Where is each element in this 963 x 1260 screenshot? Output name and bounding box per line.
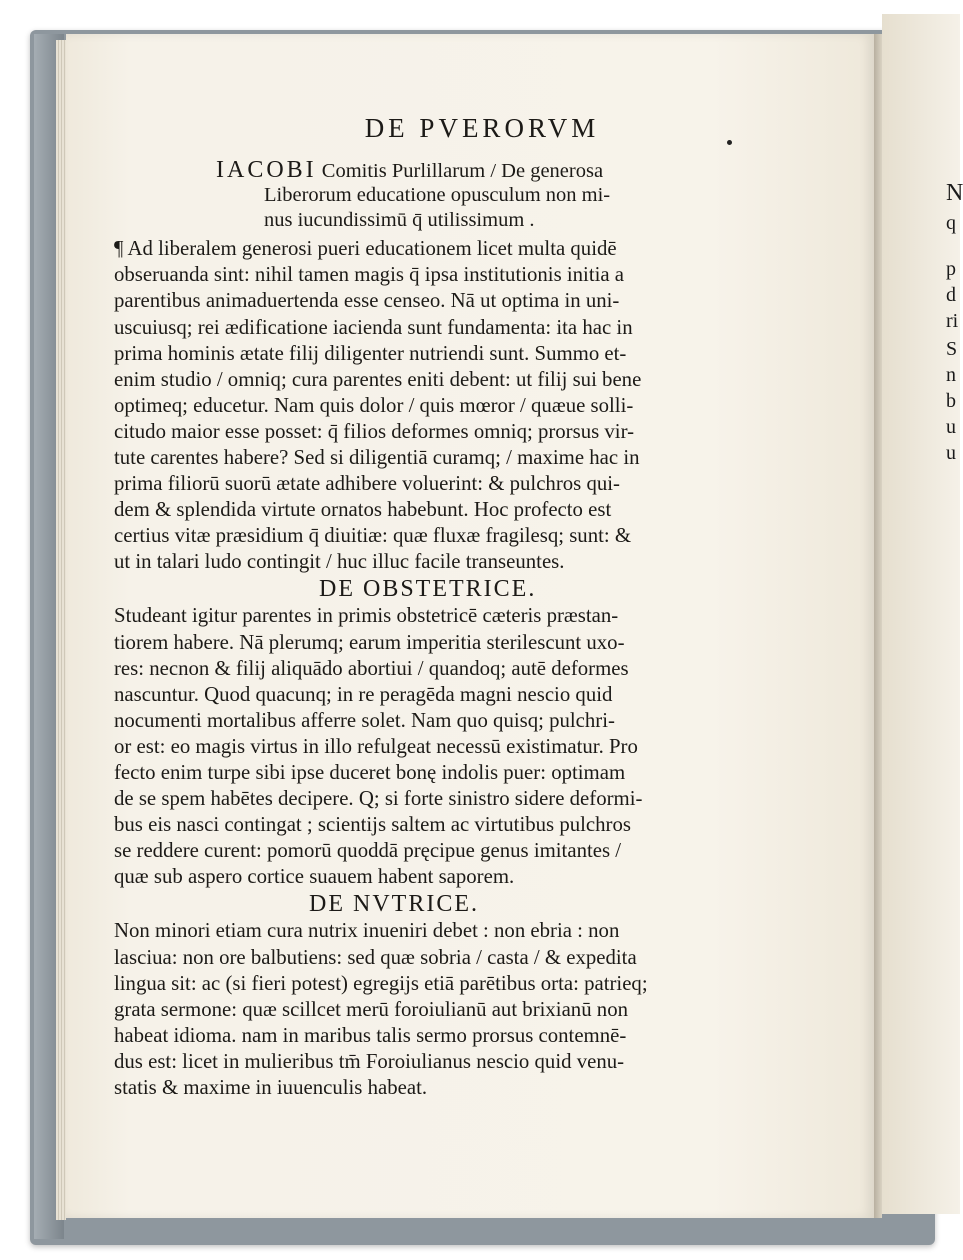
text-line: optimeq; educetur. Nam quis dolor / quis mœror / quæue solli- bbox=[114, 393, 634, 417]
text-line: or est: eo magis virtus in illo refulgeat necessū existimatur. Pro bbox=[114, 734, 638, 758]
text-line: res: necnon & filij aliquādo abortiui / quandoq; autē deformes bbox=[114, 656, 629, 680]
page-stack bbox=[56, 40, 66, 1220]
text-line: certius vitæ præsidium q̄ diuitiæ: quæ fluxæ fragilesq; sunt: & bbox=[114, 524, 632, 548]
paragraph-1 bbox=[114, 236, 814, 575]
text-line: ¶ Ad liberalem generosi pueri educationem licet multa quidē bbox=[114, 237, 617, 261]
text-line: fecto enim turpe sibi ipse duceret bonę indolis puer: optimam bbox=[114, 761, 626, 784]
text-line: obseruanda sint: nihil tamen magis q̄ ipsa institutionis initia a bbox=[114, 263, 625, 287]
title-line-3: nus iucundissimū q̄ utilissimum . bbox=[264, 208, 535, 231]
text-line: Non minori etiam cura nutrix inueniri debet : non ebria : non bbox=[114, 919, 620, 943]
title-line-1-rest: Comitis Purlillarum / De generosa bbox=[321, 160, 604, 182]
text-line: tute carentes habere? Sed si diligentiā curamq; / maxime hac in bbox=[114, 445, 640, 469]
next-page-letter: q bbox=[946, 212, 956, 234]
text-line: enim studio / omniq; cura parentes eniti debent: ut filij sui bene bbox=[114, 367, 642, 391]
text-line: uscuiusq; rei ædificatione iacienda sunt fundamenta: ita hac in bbox=[114, 315, 633, 339]
text-line: lingua sit: ac (si fieri potest) egregijs etiā parētibus orta: patrieq; bbox=[114, 971, 648, 995]
page-gutter bbox=[874, 34, 882, 1218]
text-line: se reddere curent: pomorū quoddā pręcipue genus imitantes / bbox=[114, 839, 622, 863]
next-page-letter: d bbox=[946, 284, 956, 306]
text-line: habeat idioma. nam in maribus talis sermo prorsus contemnē- bbox=[114, 1023, 627, 1047]
text-line: lasciua: non ore balbutiens: sed quæ sobria / casta / & expedita bbox=[114, 945, 637, 969]
next-page-letter: b bbox=[946, 390, 956, 412]
next-page-letter: ri bbox=[946, 310, 959, 332]
title-line-1 bbox=[154, 158, 814, 183]
text-line: prima filiorū suorū ætate adhibere voluerint: & pulchros qui- bbox=[114, 472, 620, 496]
text-line: nascuntur. Quod quacunq; in re peragēda magni nescio quid bbox=[114, 682, 613, 706]
text-line: citudo maior esse posset: q̄ filios deformes omniq; prorsus vir- bbox=[114, 419, 635, 443]
text-line: statis & maxime in iuuenculis habeat. bbox=[114, 1076, 428, 1100]
text-line: nocumenti mortalibus afferre solet. Nam quo quisq; pulchri- bbox=[114, 708, 615, 732]
next-page-letter: N bbox=[946, 180, 963, 206]
text-line: parentibus animaduertenda esse censeo. Nā ut optima in uni- bbox=[114, 289, 620, 313]
running-header: DE PVERORVM bbox=[364, 113, 600, 143]
text-line: bus eis nasci contingat ; scientijs saltem ac virtutibus pulchros bbox=[114, 813, 631, 837]
text-line: Studeant igitur parentes in primis obstetricē cæteris præstan- bbox=[114, 604, 619, 628]
paragraph-3 bbox=[114, 918, 814, 1101]
subheading-obstetrice: DE OBSTETRICE. bbox=[319, 576, 537, 603]
text-line: dus est: licet in mulieribus tm̄ Foroiulianus nescio quid venu- bbox=[114, 1049, 625, 1073]
text-line: prima hominis ætate filij diligenter nutriendi sunt. Summo et- bbox=[114, 341, 627, 365]
author-name: IACOBI bbox=[216, 157, 317, 183]
next-page-letter: n bbox=[946, 364, 956, 386]
title-block bbox=[154, 158, 814, 232]
next-page-letter: p bbox=[946, 258, 956, 280]
title-line-2: Liberorum educatione opusculum non mi- bbox=[264, 184, 611, 207]
text-line: ut in talari ludo contingit / huc illuc facile transeuntes. bbox=[114, 550, 565, 574]
next-page-letter: S bbox=[946, 338, 958, 360]
text-line: tiorem habere. Nā plerumq; earum imperitia sterilescunt uxo- bbox=[114, 630, 625, 654]
text-line: grata sermone: quæ scillcet merū foroiulianū aut brixianū non bbox=[114, 997, 629, 1021]
paragraph-2 bbox=[114, 603, 814, 890]
text-line: quæ sub aspero cortice suauem habent saporem. bbox=[114, 865, 515, 889]
next-page-letter: u bbox=[946, 442, 956, 464]
next-page-letter: u bbox=[946, 416, 956, 438]
text-line: de se spem habētes decipere. Q; si forte sinistro sidere deformi- bbox=[114, 787, 643, 811]
text-line: dem & splendida virtute ornatos habebunt. Hoc profecto est bbox=[114, 498, 612, 522]
page-text bbox=[114, 113, 814, 1101]
subheading-nutrice: DE NVTRICE. bbox=[309, 891, 479, 918]
